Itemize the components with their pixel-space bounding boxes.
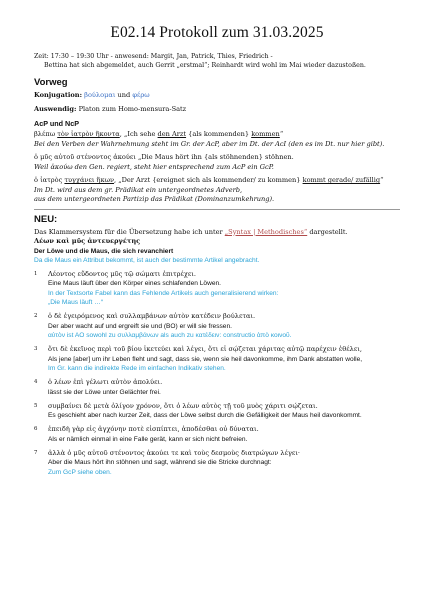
example-1-greek-pre: βλέπω xyxy=(34,130,56,138)
sentence-german: Aber die Maus hört ihn stöhnen und sagt, während sie die Stricke durchnagt: xyxy=(48,459,272,466)
sentence-item-7 xyxy=(34,449,400,478)
sentence-note: αὐτὸν ist AO sowohl zu συλλαμβάνων als auch zu κατέδειν: constructio ἀπὸ κοινοῦ. xyxy=(48,332,292,339)
example-3-de-pre: , „Der Arzt {ereignet sich als kommender/ zu kommen} xyxy=(114,176,301,184)
sentence-greek: ὁ λέων ἐπὶ γέλωτι αὐτὸν ἀπολύει. xyxy=(48,378,163,386)
sentence-number: 7 xyxy=(34,449,38,456)
sentence-greek: ὅτι δὲ ἐκεῖνος περὶ τοῦ βίου ἱκετεύει καὶ λέγει, ὅτι εἰ σῴζεται χάριτας αὐτῷ παρέχειν ἐθέλει, xyxy=(48,345,362,353)
sentence-german: Als jene [aber] um ihr Leben fleht und sagt, dass sie, wenn sie heil davonkomme, ihm Dank abstatten wolle, xyxy=(48,355,363,363)
sentence-item-6 xyxy=(34,425,400,444)
sentence-german: lässt sie der Löwe unter Gelächter frei. xyxy=(48,388,161,396)
example-1-note: Bei den Verben der Wahrnehmung steht im Gr. der AcP, aber im Dt. der AcI (den es im Dt. nur hier gibt). xyxy=(34,139,385,148)
sentence-number: 1 xyxy=(34,270,38,277)
sentence-greek: ἀλλὰ ὁ μῦς αὐτοῦ στένοντος ἀκούει τε καὶ τοὺς δεσμοὺς διατρώγων λέγει· xyxy=(48,448,301,457)
sentence-note: Im Gr. kann die indirekte Rede im einfachen Indikativ stehen. xyxy=(48,365,226,372)
syntax-methodisches-link[interactable]: „Syntax | Methodisches“ xyxy=(224,227,308,236)
sentence-german: Der aber wacht auf und ergreift sie und (BO) er will sie fressen. xyxy=(48,322,232,330)
meta-info xyxy=(34,52,400,70)
konjugation-label: Konjugation: xyxy=(34,91,83,99)
sentence-number: 4 xyxy=(34,379,38,385)
example-2-note: Weil ἀκούω den Gen. regiert, steht hier entsprechend zum AcP ein GcP. xyxy=(34,162,274,171)
example-2-sentence xyxy=(34,153,400,163)
sentence-item-2 xyxy=(34,312,400,341)
example-2 xyxy=(34,153,400,172)
example-3-note-2: aus dem untergeordneten Partizip das Prädikat (Dominanzumkehrung). xyxy=(34,195,275,203)
sentence-number: 3 xyxy=(34,346,38,352)
sentence-number: 2 xyxy=(34,313,38,319)
sentence-item-5 xyxy=(34,402,400,421)
example-3-de-end: “ xyxy=(380,176,384,184)
subheading-acp: AcP und NcP xyxy=(34,119,79,128)
konjugation-and: und xyxy=(117,91,131,99)
sentence-greek: ἐπειδὴ γὰρ εἰς ἀγχόνην ποτὲ εἰσπίπτει, ἀποδέσθαι οὐ δύναται. xyxy=(48,425,259,433)
example-3-de-underlined: kommt gerade/ zufällig xyxy=(302,176,381,184)
sentence-number: 5 xyxy=(34,402,38,409)
page-title: E02.14 Protokoll zum 31.03.2025 xyxy=(110,24,324,41)
meta-line-1: Zeit: 17:30 – 19:30 Uhr - anwesend: Margit, Jan, Patrick, Thies, Friedrich - xyxy=(34,53,273,60)
neu-intro xyxy=(34,228,400,238)
sentence-number: 6 xyxy=(34,426,38,432)
story-note: Da die Maus ein Attribut bekommt, ist auch der bestimmte Artikel angebracht. xyxy=(34,257,260,264)
sentence-note-2: „Die Maus läuft …“ xyxy=(48,299,103,306)
sentence-note: In der Textsorte Fabel kann das Fehlende Artikels auch generalisierend wirken: xyxy=(48,289,279,297)
auswendig-text: Platon zum Homo-mensura-Satz xyxy=(78,104,187,113)
konjugation-line xyxy=(34,91,400,101)
sentence-item-1 xyxy=(34,270,400,308)
sentence-greek: συμβαίνει δὲ μετὰ ὀλίγον χρόνον, ὅτι ὁ λέων αὐτὸς τῇ τοῦ μυὸς χάριτι σῴζεται. xyxy=(48,401,318,410)
sentence-greek: ὁ δὲ ἐγειρόμενος καὶ συλλαμβάνων αὐτὸν κατέδειν βούλεται. xyxy=(48,312,256,320)
sentence-greek: Λέοντος εὕδοντος μῦς τῷ σώματι ἐπιτρέχει. xyxy=(48,269,196,278)
auswendig-label: Auswendig: xyxy=(34,104,77,113)
neu-intro-pre: Das Klammersystem für die Übersetzung habe ich unter xyxy=(34,227,225,236)
example-1-de-end: “ xyxy=(279,130,284,138)
example-3-sentence xyxy=(34,176,400,186)
example-3-note-1: Im Dt. wird aus dem gr. Prädikat ein untergeordnetes Adverb, xyxy=(34,185,243,194)
sentence-item-3 xyxy=(34,345,400,374)
example-1-greek-underlined: τὸν ἰατρὸν ἥκοντα xyxy=(57,130,120,138)
example-2-greek: ὁ μῦς αὐτοῦ στένοντος ἀκούει xyxy=(34,153,136,161)
example-1-sentence xyxy=(34,130,400,140)
section-heading-vorweg: Vorweg xyxy=(34,77,68,88)
example-1-de-pre: , „Ich sehe xyxy=(119,130,156,138)
link-phero[interactable]: φέρω xyxy=(132,91,150,99)
story-title-greek: Λέων καὶ μῦς ἀντευεργέτης xyxy=(34,237,141,245)
sentence-german: Es geschieht aber nach kurzer Zeit, dass der Löwe selbst durch die Gefälligkeit der Maus heil davonkommt. xyxy=(48,412,362,419)
section-heading-neu: NEU: xyxy=(34,213,58,225)
section-divider xyxy=(34,209,400,210)
sentence-list xyxy=(34,270,400,478)
example-1-de-underlined-2: kommen xyxy=(251,130,280,138)
neu-intro-post: dargestellt. xyxy=(307,227,348,236)
sentence-german: Eine Maus läuft über den Körper eines schlafenden Löwen. xyxy=(48,280,222,287)
example-3-greek-pre: ὁ ἰατρὸς xyxy=(34,176,63,184)
auswendig-line xyxy=(34,105,400,115)
example-3-greek-underlined: τυγχάνει ἥκων xyxy=(64,176,115,184)
example-2-de: „Die Maus hört ihn {als stöhnenden} stöhnen. xyxy=(135,153,294,161)
sentence-item-4 xyxy=(34,378,400,397)
sentence-german: Als er nämlich einmal in eine Falle gerät, kann er sich nicht befreien. xyxy=(48,435,248,443)
example-3 xyxy=(34,176,400,205)
meta-line-2: Bettina hat sich abgemeldet, auch Gerrit „erstmal“; Reinhardt wird wohl im Mai wieder dazustoßen. xyxy=(44,62,366,69)
example-1-de-underlined-1: den Arzt xyxy=(157,130,187,138)
sentence-note: Zum GcP siehe oben. xyxy=(48,468,112,476)
example-1-de-mid: {als kommenden} xyxy=(188,130,250,138)
example-1 xyxy=(34,130,400,149)
link-boulomai[interactable]: βούλομαι xyxy=(84,91,116,99)
story-title-german: Der Löwe und die Maus, die sich revanchiert xyxy=(34,247,174,255)
